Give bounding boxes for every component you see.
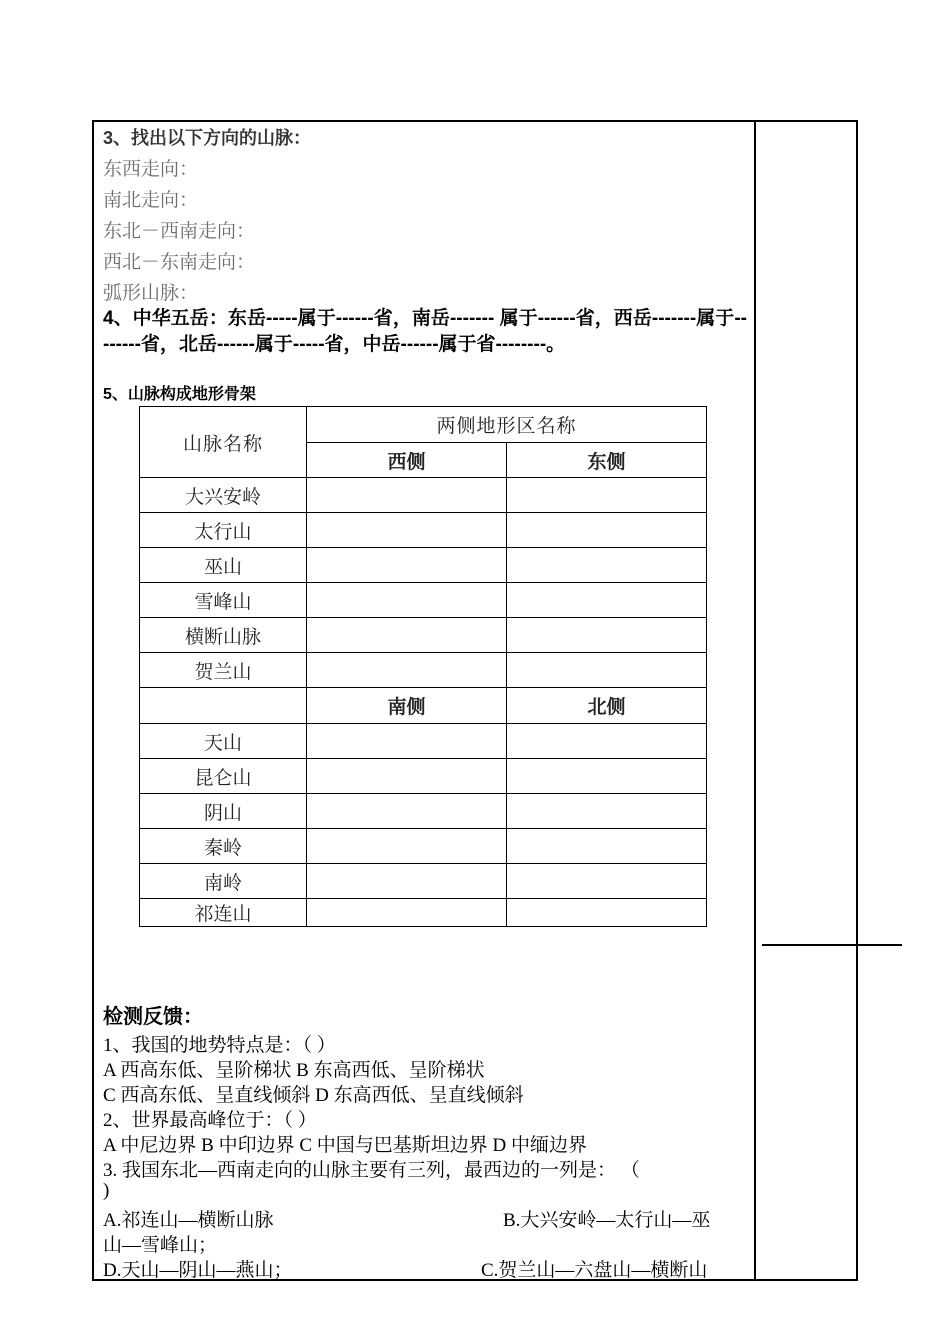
answer-cell[interactable]: [307, 548, 507, 583]
answer-cell[interactable]: [307, 653, 507, 688]
answer-cell[interactable]: [307, 794, 507, 829]
q3-title: 3、找出以下方向的山脉：: [103, 128, 312, 148]
answer-cell[interactable]: [507, 759, 707, 794]
table-row-mountain: 阴山: [140, 794, 307, 829]
answer-cell[interactable]: [507, 513, 707, 548]
answer-cell[interactable]: [307, 864, 507, 899]
answer-cell[interactable]: [507, 653, 707, 688]
feedback-q3-option-b: B.大兴安岭—太行山—巫: [503, 1210, 711, 1231]
header-region-names: 两侧地形区名称: [307, 407, 707, 443]
answer-cell[interactable]: [307, 724, 507, 759]
table-row-mountain: 天山: [140, 724, 307, 759]
answer-cell[interactable]: [507, 583, 707, 618]
q3-item-nw-se: 西北－东南走向：: [103, 252, 256, 273]
answer-cell[interactable]: [507, 724, 707, 759]
feedback-q1: 1、我国的地势特点是：（ ）: [103, 1035, 336, 1056]
column-divider: [754, 120, 756, 1281]
table-row-mountain: 横断山脉: [140, 618, 307, 653]
answer-cell[interactable]: [507, 899, 707, 927]
feedback-q3-option-c: C.贺兰山—六盘山—横断山: [481, 1260, 708, 1281]
answer-cell[interactable]: [307, 583, 507, 618]
answer-cell[interactable]: [507, 548, 707, 583]
answer-cell[interactable]: [307, 759, 507, 794]
header-south: 南侧: [307, 688, 507, 724]
feedback-q2: 2、世界最高峰位于：（ ）: [103, 1110, 317, 1131]
table-row-mountain: 雪峰山: [140, 583, 307, 618]
answer-cell[interactable]: [307, 513, 507, 548]
q3-item-ne-sw: 东北－西南走向：: [103, 221, 256, 242]
header-east: 东侧: [507, 443, 707, 478]
answer-cell[interactable]: [307, 829, 507, 864]
answer-cell[interactable]: [507, 478, 707, 513]
table-row-mountain: 南岭: [140, 864, 307, 899]
q3-item-arc: 弧形山脉：: [103, 283, 199, 304]
answer-cell[interactable]: [507, 829, 707, 864]
feedback-q3-paren: ): [103, 1180, 110, 1201]
table-row-mountain: 秦岭: [140, 829, 307, 864]
answer-cell[interactable]: [507, 864, 707, 899]
feedback-q2-options: A 中尼边界 B 中印边界 C 中国与巴基斯坦边界 D 中缅边界: [103, 1135, 587, 1156]
answer-cell[interactable]: [507, 794, 707, 829]
feedback-title: 检测反馈：: [103, 1006, 203, 1028]
feedback-q3: 3. 我国东北—西南走向的山脉主要有三列，最西边的一列是： （: [103, 1160, 640, 1181]
side-column-rule: [762, 944, 902, 946]
q4-five-mountains: 4、中华五岳：东岳-----属于------省，南岳------- 属于------省，西岳-------属于--------省，北岳------属于-----省，中岳------属于省--------。: [103, 308, 747, 355]
feedback-q3-option-d: D.天山—阴山—燕山；: [103, 1260, 293, 1281]
answer-cell[interactable]: [307, 899, 507, 927]
feedback-q1-options-ab: A 西高东低、呈阶梯状 B 东高西低、呈阶梯状: [103, 1060, 485, 1081]
feedback-q1-options-cd: C 西高东低、呈直线倾斜 D 东高西低、呈直线倾斜: [103, 1085, 524, 1106]
table-row-mountain: 贺兰山: [140, 653, 307, 688]
table-row-mountain: 巫山: [140, 548, 307, 583]
q3-item-north-south: 南北走向：: [103, 190, 199, 211]
table-row-mountain: 祁连山: [140, 899, 307, 927]
feedback-q3-option-b-cont: 山—雪峰山；: [103, 1235, 218, 1256]
q3-item-east-west: 东西走向：: [103, 159, 199, 180]
q5-title: 5、山脉构成地形骨架: [103, 386, 256, 403]
answer-cell[interactable]: [307, 618, 507, 653]
table-row-mountain: 太行山: [140, 513, 307, 548]
table-row-mountain: 昆仑山: [140, 759, 307, 794]
feedback-q3-option-a: A.祁连山—横断山脉: [103, 1210, 274, 1231]
header-north: 北侧: [507, 688, 707, 724]
header-mountain-name: 山脉名称: [140, 407, 307, 478]
header-west: 西侧: [307, 443, 507, 478]
empty-cell: [140, 688, 307, 724]
answer-cell[interactable]: [307, 478, 507, 513]
answer-cell[interactable]: [507, 618, 707, 653]
mountain-table: [139, 406, 707, 927]
table-row-mountain: 大兴安岭: [140, 478, 307, 513]
